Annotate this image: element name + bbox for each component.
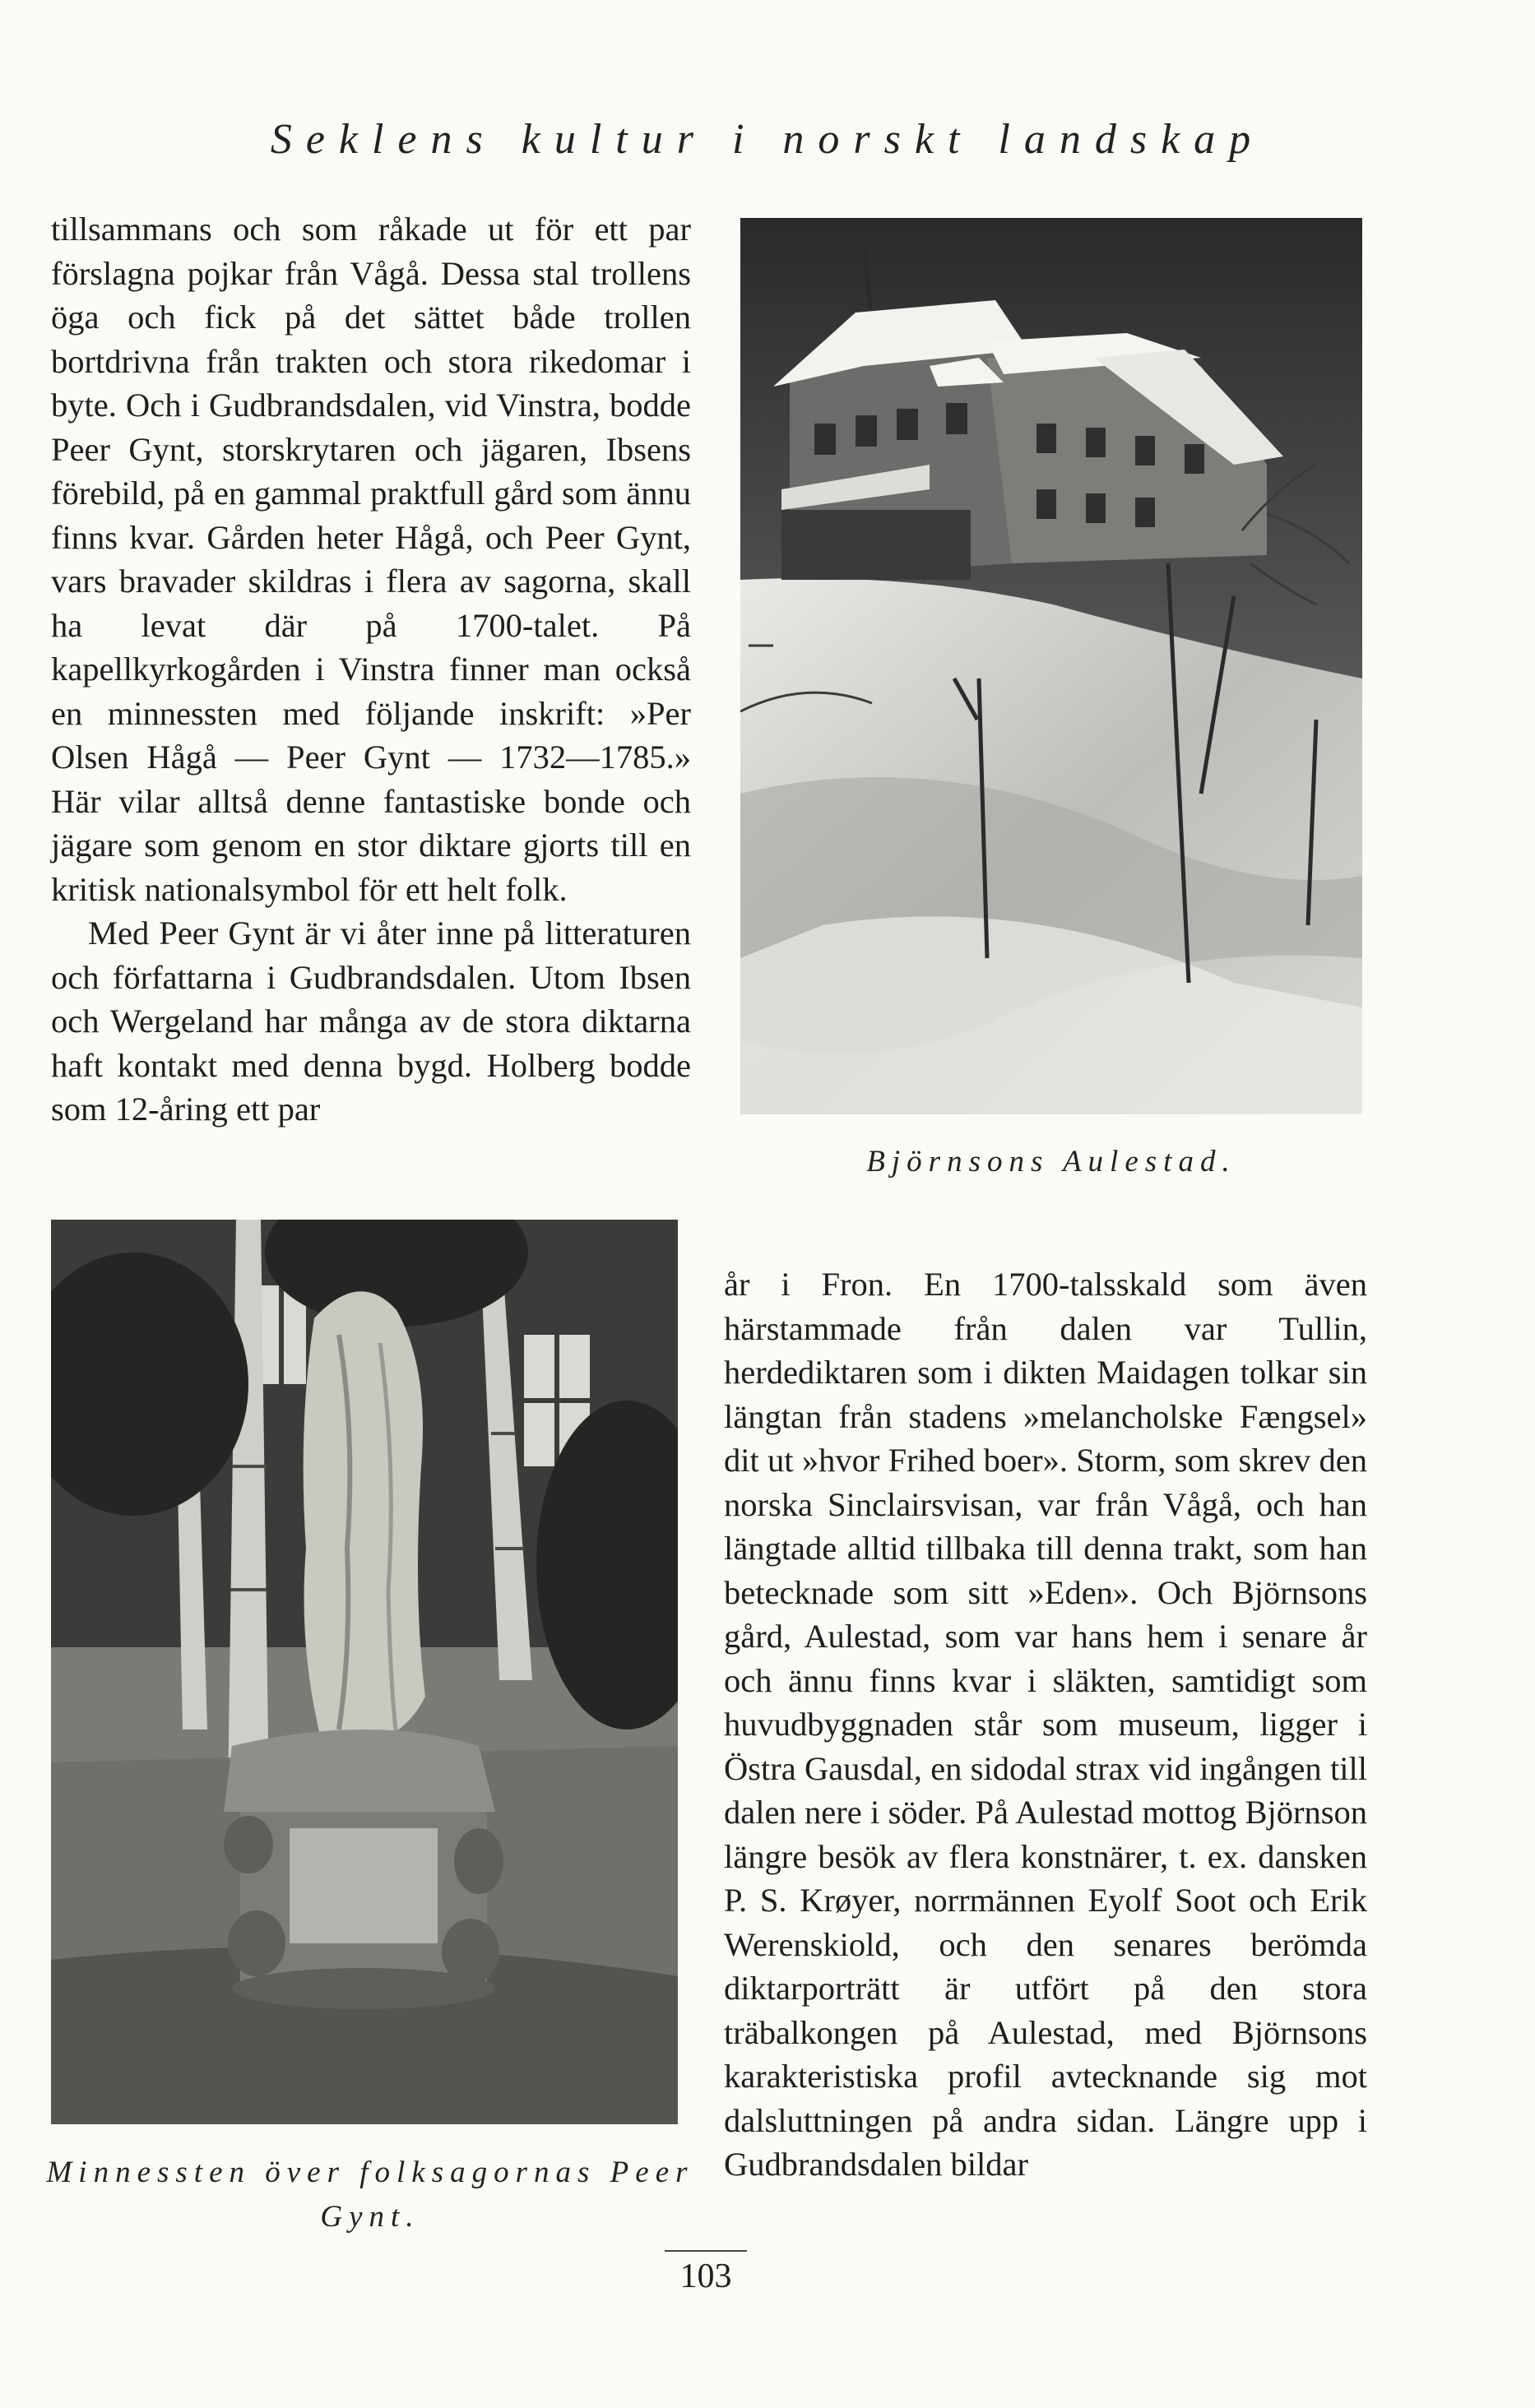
text-column-top (51, 207, 691, 1132)
paragraph: tillsammans och som råkade ut för ett par förslagna pojkar från Vågå. Dessa stal trollens öga och fick på det sättet både trollen bortdrivna från trakten och stora rikedomar i byte. Och i Gudbrandsdalen, vid Vinstra, bodde Peer Gynt, storskrytaren och jägaren, Ibsens förebild, på en gammal praktfull gård som ännu finns kvar. Gården heter Hågå, och Peer Gynt, vars bravader skildras i flera av sagorna, skall ha levat där på 1700-talet. På kapellkyrkogården i Vinstra finner man också en minnessten med följande inskrift: »Per Olsen Hågå — Peer Gynt — 1732—1785.» Här vilar alltså denne fantastiske bonde och jägare som genom en stor diktare gjorts till en kritisk nationalsymbol för ett helt folk. (51, 211, 691, 908)
paragraph: år i Fron. En 1700-talsskald som även härstammade från dalen var Tullin, herdediktaren som i dikten Maidagen tolkar sin längtan från stadens »melancholske Fængsel» dit ut »hvor Frihed boer». Storm, som skrev den norska Sinclairsvisan, var från Vågå, och han längtade alltid tillbaka till denna trakt, som han betecknade som sitt »Eden». Och Björnsons gård, Aulestad, som var hans hem i senare år och ännu finns kvar i släkten, samtidigt som huvudbyggnaden står som museum, ligger i Östra Gausdal, en sidodal strax vid ingången till dalen nere i söder. På Aulestad mottog Björnson längre besök av flera konstnärer, t. ex. dansken P. S. Krøyer, norrmännen Eyolf Soot och Erik Werenskiold, och den senares berömda diktarporträtt är utfört på den stora träbalkongen på Aulestad, med Björnsons karakteristiska profil avtecknande sig mot dalsluttningen på andra sidan. Längre upp i Gudbrandsdalen bildar (724, 1266, 1367, 2183)
page-number: 103 (665, 2250, 747, 2296)
paragraph: Med Peer Gynt är vi åter inne på litteraturen och författarna i Gudbrandsdalen. Utom Ibsen och Wergeland har många av de stora diktarna haft kontakt med denna bygd. Holberg bodde som 12-åring ett par (51, 915, 691, 1128)
running-title: Seklens kultur i norskt landskap (270, 116, 1265, 163)
aulestad-photo (740, 218, 1362, 1114)
aulestad-caption: Björnsons Aulestad. (866, 1145, 1236, 1179)
text-column-bottom (724, 1262, 1367, 2187)
memorial-caption: Minnessten över folksagornas Peer Gynt. (46, 2156, 694, 2234)
memorial-stone-photo (51, 1220, 678, 2124)
